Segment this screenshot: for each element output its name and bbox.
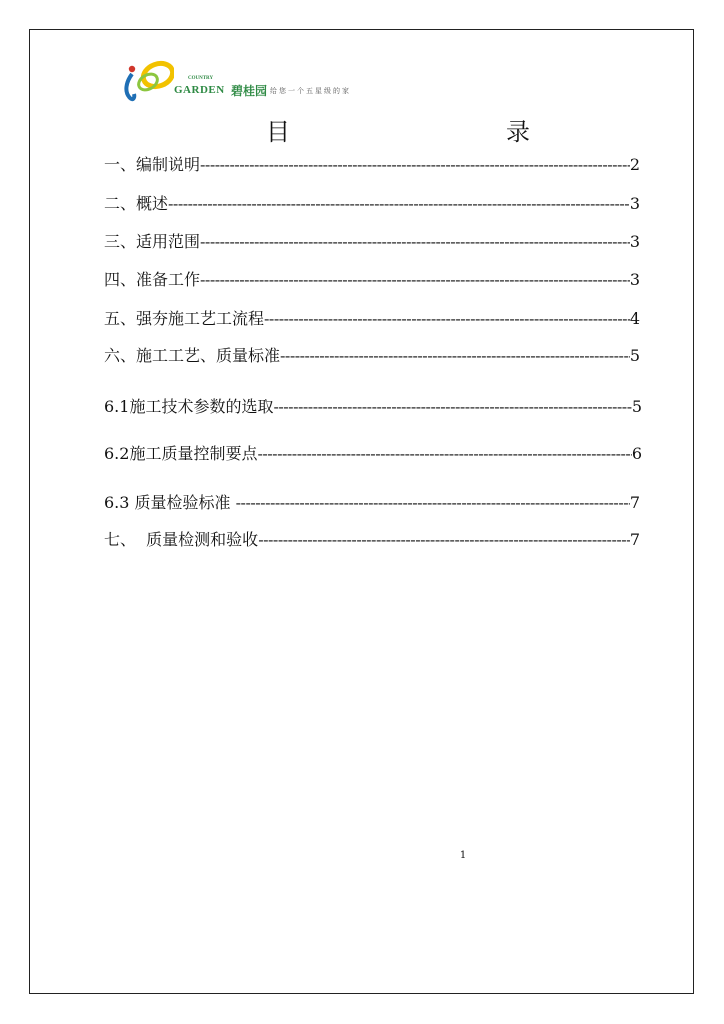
toc-entry-label: 四、准备工作 bbox=[104, 270, 201, 289]
toc-entry-page: 3 bbox=[629, 232, 640, 251]
toc-leader bbox=[200, 232, 630, 252]
toc-title bbox=[0, 112, 724, 144]
toc-entry-label: 六、施工工艺、质量标准 bbox=[104, 346, 281, 365]
logo-swirl-icon bbox=[118, 58, 174, 104]
toc-entry[interactable] bbox=[104, 230, 640, 252]
brand-en: GARDEN bbox=[174, 84, 225, 96]
toc-entry-label: 三、适用范围 bbox=[104, 232, 201, 251]
toc-entry[interactable] bbox=[104, 268, 640, 290]
toc-entry-label: 6.3 质量检验标准 bbox=[104, 493, 236, 512]
toc-title-left: 目 bbox=[266, 118, 290, 146]
toc-entry-page: 6 bbox=[631, 444, 642, 463]
toc-entry[interactable] bbox=[104, 395, 642, 417]
toc-entry-label: 七、 质量检测和验收 bbox=[104, 530, 259, 549]
toc-entry-label: 五、强夯施工艺工流程 bbox=[104, 309, 265, 328]
toc-entry-page: 2 bbox=[629, 155, 640, 174]
toc-leader bbox=[280, 346, 630, 366]
toc-entry[interactable] bbox=[104, 192, 640, 214]
toc-entry-label: 二、概述 bbox=[104, 194, 169, 213]
toc-entry-page: 5 bbox=[631, 397, 642, 416]
toc-entry-page: 3 bbox=[629, 270, 640, 289]
toc-entry-label: 一、编制说明 bbox=[104, 155, 201, 174]
brand-en-top: COUNTRY bbox=[188, 76, 214, 81]
toc-entry-page: 7 bbox=[629, 530, 640, 549]
slogan: 给您一个五星级的家 bbox=[270, 87, 351, 95]
toc-leader bbox=[258, 530, 630, 550]
toc-entry[interactable] bbox=[104, 307, 640, 329]
toc-entry-page: 7 bbox=[629, 493, 640, 512]
toc-leader bbox=[236, 493, 630, 513]
toc-entry-page: 4 bbox=[629, 309, 640, 328]
toc-leader bbox=[168, 194, 630, 214]
toc-entry[interactable] bbox=[104, 442, 642, 464]
toc-entry[interactable] bbox=[104, 528, 640, 550]
toc-entry-label: 6.2施工质量控制要点 bbox=[104, 444, 258, 463]
toc-leader bbox=[257, 444, 631, 464]
page-number: 1 bbox=[459, 850, 467, 861]
toc-leader bbox=[200, 155, 630, 175]
toc-entry[interactable] bbox=[104, 344, 640, 366]
toc-entry-page: 3 bbox=[629, 194, 640, 213]
toc-leader bbox=[200, 270, 630, 290]
toc-entry-page: 5 bbox=[629, 346, 640, 365]
brand-cn: 碧桂园 bbox=[231, 84, 268, 98]
toc-title-right: 录 bbox=[506, 118, 530, 146]
toc-leader bbox=[264, 309, 630, 329]
toc-leader bbox=[273, 397, 631, 417]
toc-entry[interactable] bbox=[104, 153, 640, 175]
country-garden-logo bbox=[118, 58, 358, 104]
toc-entry-label: 6.1施工技术参数的选取 bbox=[104, 397, 274, 416]
toc-entry[interactable] bbox=[104, 491, 640, 513]
